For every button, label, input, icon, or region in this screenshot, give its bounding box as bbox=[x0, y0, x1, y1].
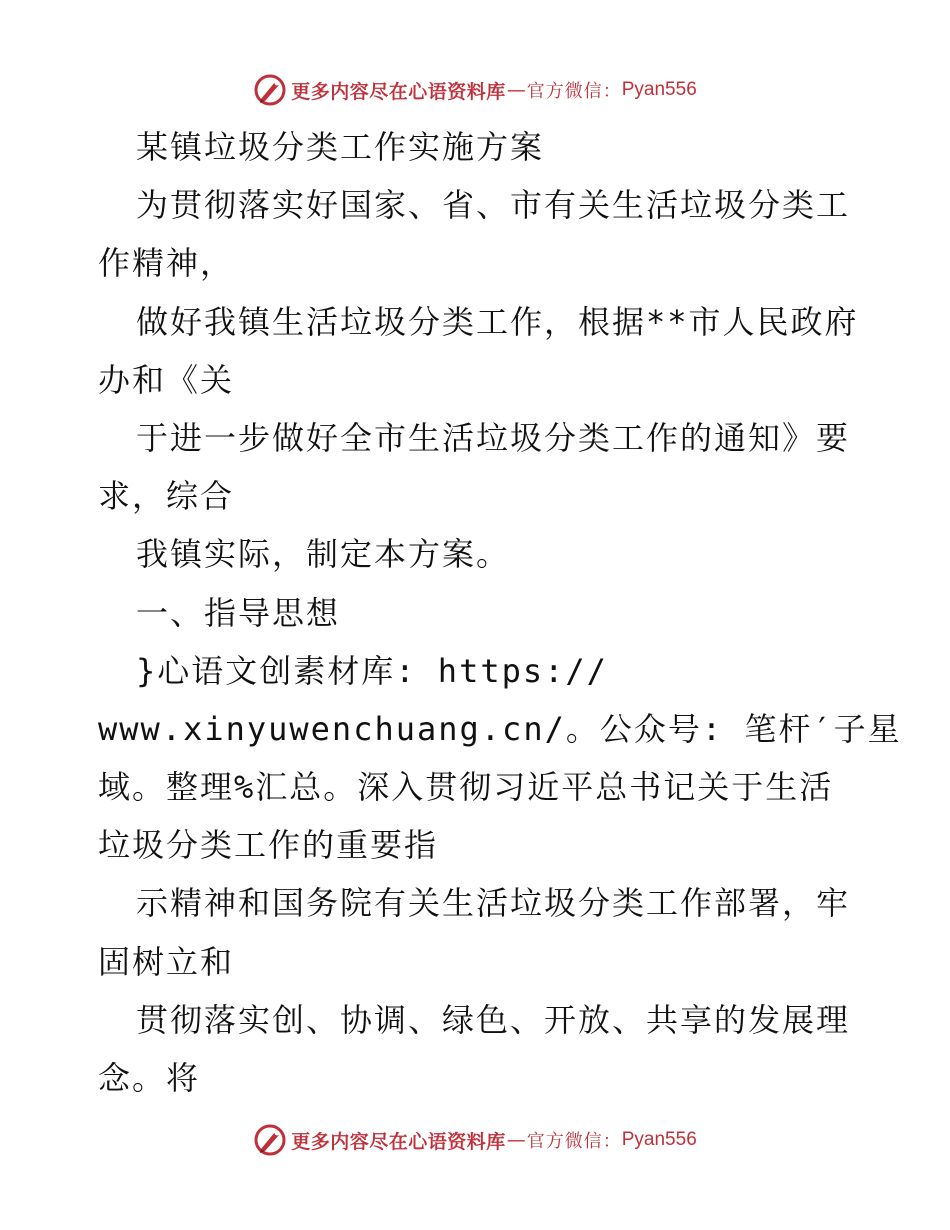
text-line: 垃圾分类工作的重要指 bbox=[98, 826, 439, 865]
text-line: 于进一步做好全市生活垃圾分类工作的通知》要 bbox=[136, 418, 851, 457]
footer-banner bbox=[0, 1120, 950, 1160]
banner-dash: — bbox=[506, 1129, 526, 1151]
banner-subtitle: 官方微信： bbox=[526, 81, 622, 102]
banner-text: 更多内容尽在心语资料库 bbox=[291, 80, 506, 103]
pen-circle-icon bbox=[253, 73, 287, 107]
document-body bbox=[98, 118, 902, 1107]
banner-text: 更多内容尽在心语资料库 bbox=[291, 1130, 506, 1153]
text-line: 某镇垃圾分类工作实施方案 bbox=[136, 128, 545, 166]
banner-dash: — bbox=[506, 79, 526, 101]
text-line: www.xinyuwenchuang.cn/。公众号: 笔杆′子星 bbox=[98, 709, 902, 748]
text-line: }心语文创素材库: https:// bbox=[136, 651, 608, 690]
pen-circle-icon bbox=[253, 1123, 287, 1157]
text-line: 域。整理%汇总。深入贯彻习近平总书记关于生活 bbox=[98, 768, 834, 807]
text-line: 示精神和国务院有关生活垃圾分类工作部署，牢 bbox=[136, 884, 851, 923]
text-line: 念。将 bbox=[98, 1059, 201, 1097]
text-line: 一、指导思想 bbox=[136, 593, 341, 632]
text-line: 做好我镇生活垃圾分类工作，根据**市人民政府 bbox=[136, 302, 859, 341]
header-banner bbox=[0, 70, 950, 110]
text-line: 求，综合 bbox=[98, 477, 235, 516]
text-line: 为贯彻落实好国家、省、市有关生活垃圾分类工 bbox=[136, 186, 851, 225]
banner-subtitle: 官方微信： bbox=[526, 1131, 622, 1152]
text-line: 贯彻落实创、协调、绿色、开放、共享的发展理 bbox=[136, 1000, 851, 1039]
banner-wechat-id: Pyan556 bbox=[621, 79, 697, 100]
banner-wechat-id: Pyan556 bbox=[621, 1129, 697, 1150]
text-line: 我镇实际，制定本方案。 bbox=[136, 535, 511, 574]
text-line: 作精神， bbox=[98, 244, 235, 283]
text-line: 办和《关 bbox=[98, 360, 235, 399]
text-line: 固树立和 bbox=[98, 942, 235, 981]
